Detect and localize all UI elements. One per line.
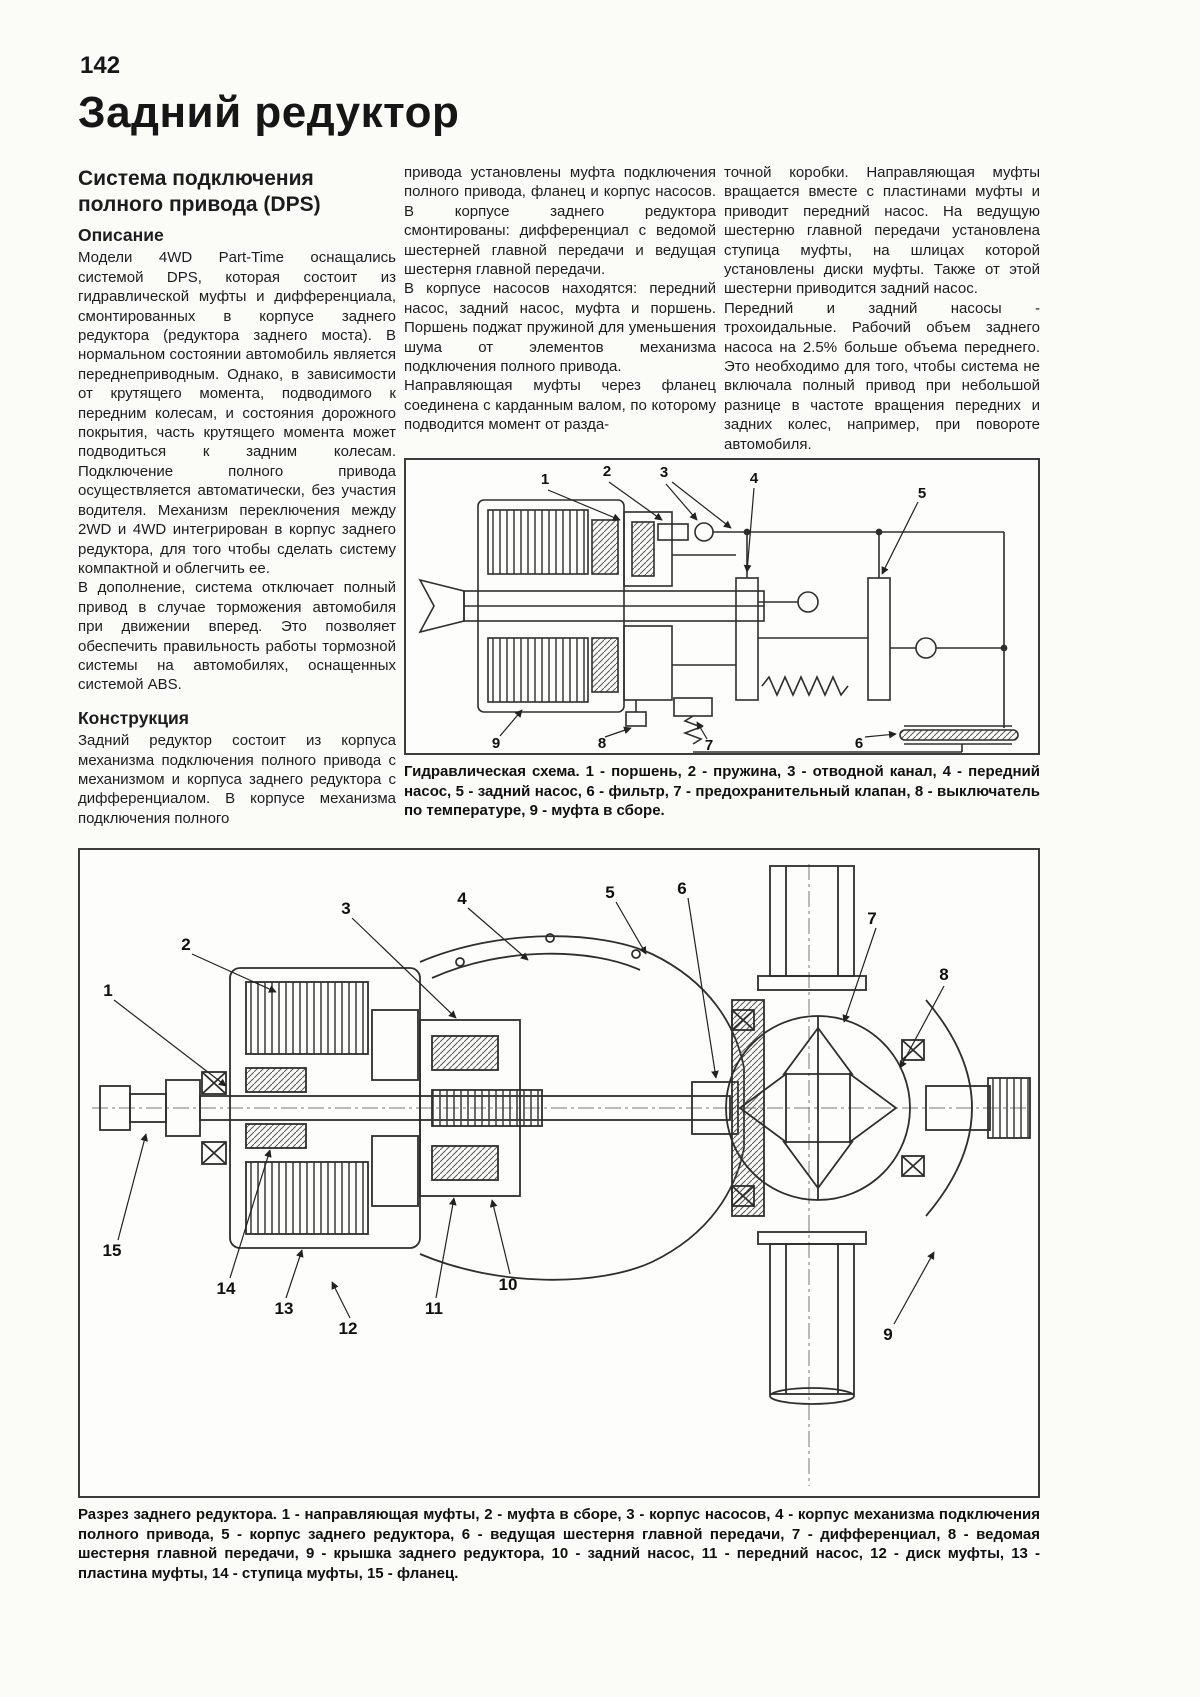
subheading-description: Описание	[78, 225, 164, 245]
body-paragraph: В корпусе насосов находятся: передний насос, задний насос, муфта и поршень. Поршень поджат пружиной для уменьшения шума от элементов механизма подключения полного привода.	[404, 280, 716, 376]
callout-1: 1	[540, 471, 550, 488]
callout-9: 9	[491, 735, 501, 752]
body-paragraph: точной коробки. Направляющая муфты вращается вместе с пластинами муфты и приводит передний насос. На ведущую шестерню главной передачи установлена ступица муфты, на шлицах которой установлены диски муфты. Также от этой шестерни приводится задний насос.	[724, 164, 1040, 298]
callout-10: 10	[498, 1275, 518, 1294]
callout-3: 3	[341, 899, 351, 918]
callout-6: 6	[854, 735, 864, 752]
body-paragraph: В дополнение, система отключает полный привод в случае торможения автомобиля при движении вперед. Это позволяет обеспечить правильность работы тормозной системы на автомобилях, оснащенных системой ABS.	[78, 579, 396, 694]
figure-cross-section	[78, 848, 1040, 1583]
callout-5: 5	[917, 485, 927, 502]
callout-2: 2	[181, 935, 191, 954]
hydraulic-schematic-drawing	[406, 460, 1038, 753]
callout-15: 15	[102, 1241, 122, 1260]
body-paragraph: Передний и задний насосы - трохоидальные. Рабочий объем заднего насоса на 2.5% больше объема переднего. Это необходимо для того, чтобы система не включала полный привод при небольшой разнице в частоте вращения передних и задних колес, например, при повороте автомобиля.	[724, 299, 1040, 453]
callout-8: 8	[597, 735, 607, 752]
page-title: Задний редуктор	[78, 88, 460, 137]
callout-7: 7	[867, 909, 877, 928]
cross-section-drawing	[80, 850, 1038, 1496]
body-paragraph: Направляющая муфты через фланец соединена с карданным валом, по которому подводится момент от разда-	[404, 377, 716, 434]
schematic-callouts	[492, 463, 926, 753]
callout-9: 9	[883, 1325, 893, 1344]
figure-box	[78, 848, 1040, 1498]
clutch-assembly-drawing	[420, 500, 764, 712]
figure-1-caption: Гидравлическая схема. 1 - поршень, 2 - пружина, 3 - отводной канал, 4 - передний насос, 5 - задний насос, 6 - фильтр, 7 - предохранительный клапан, 8 - выключатель по температуре, 9 - муфта в сборе.	[404, 763, 1040, 819]
page-number: 142	[80, 52, 121, 79]
callout-11: 11	[425, 1299, 443, 1318]
text-column-2	[404, 163, 716, 435]
callout-13: 13	[274, 1299, 294, 1318]
callout-8: 8	[939, 965, 949, 984]
body-paragraph: Задний редуктор состоит из корпуса механизма подключения полного привода с механизмом и корпуса заднего редуктора с дифференциалом. В корпусе механизма подключения полного	[78, 732, 396, 827]
callout-7: 7	[704, 737, 714, 753]
callout-4: 4	[749, 470, 759, 487]
section-heading: Система подключения полного привода (DPS)	[78, 167, 321, 216]
figure-hydraulic-schematic	[404, 458, 1040, 821]
callout-14: 14	[216, 1279, 236, 1298]
callout-2: 2	[602, 463, 612, 480]
body-paragraph: привода установлены муфта подключения полного привода, фланец и корпус насосов. В корпусе заднего редуктора смонтированы: дифференциал с ведомой шестерней главной передачи и ведущая шестерня главной передачи.	[404, 164, 716, 279]
subheading-construction: Конструкция	[78, 707, 189, 728]
hydraulic-circuit-drawing	[626, 529, 1018, 752]
figure-2-caption: Разрез заднего редуктора. 1 - направляющая муфты, 2 - муфта в сборе, 3 - корпус насосов, 4 - корпус механизма подключения полного привода, 5 - корпус заднего редуктора, 6 - ведущая шестерня главной передачи, 7 - дифференциал, 8 - ведомая шестерня главной передачи, 9 - крышка заднего редуктора, 10 - задний насос, 11 - передний насос, 12 - диск муфты, 13 - пластина муфты, 14 - ступица муфты, 15 - фланец.	[78, 1506, 1040, 1582]
callout-6: 6	[677, 879, 687, 898]
text-column-3	[724, 163, 1040, 454]
callout-4: 4	[457, 889, 467, 908]
callout-5: 5	[605, 883, 615, 902]
input-shaft-flange-drawing	[100, 1072, 226, 1164]
callout-1: 1	[103, 981, 113, 1000]
figure-box	[404, 458, 1040, 755]
text-column-1	[78, 166, 396, 828]
callout-12: 12	[338, 1319, 358, 1338]
centerlines	[92, 864, 1026, 1486]
body-paragraph: Модели 4WD Part-Time оснащались системой DPS, которая состоит из гидравлической муфты и дифференциала, смонтированных в корпусе заднего редуктора (редуктора заднего моста). В нормальном состоянии автомобиль является переднеприводным. Однако, в зависимости от крутящего момента, подводимого к передним колесам, и состояния дорожного покрытия, часть крутящего момента может подводиться к задним колесам. Подключение полного привода осуществляется автоматически, без участия водителя. Механизм переключения между 2WD и 4WD интегрирован в корпус заднего редуктора, для того чтобы сделать систему компактной и облегчить ее.	[78, 249, 396, 577]
callout-3: 3	[659, 464, 669, 481]
